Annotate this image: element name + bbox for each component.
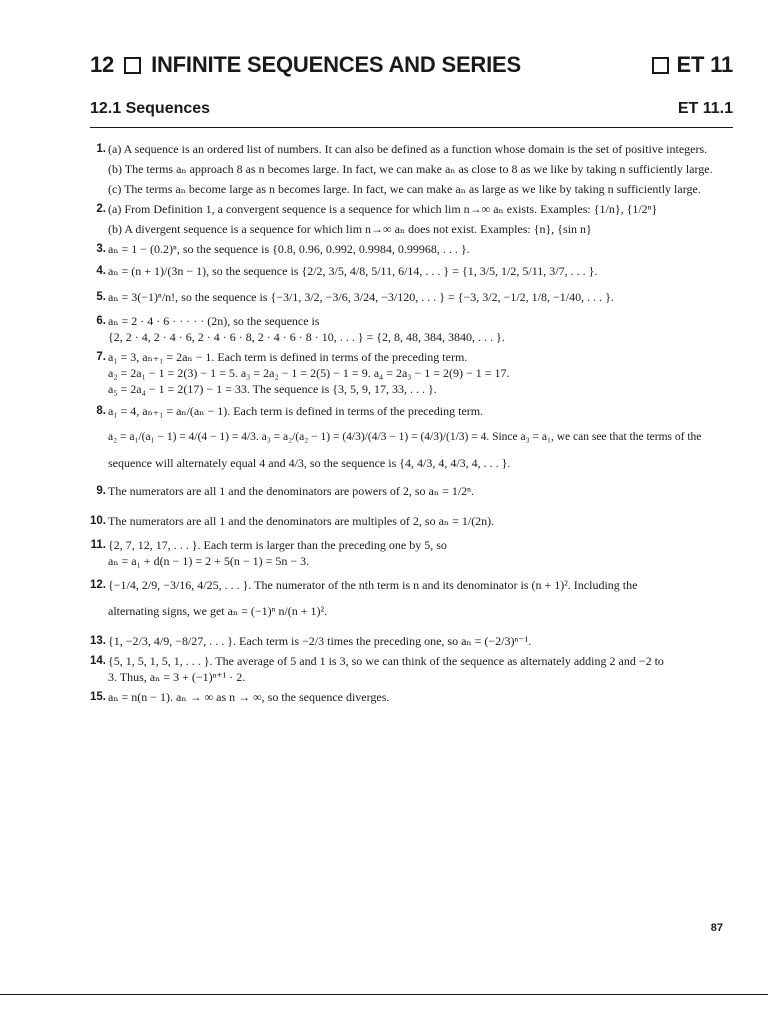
section-et-label: ET 11.1 bbox=[677, 100, 733, 117]
section-title: 12.1 Sequences bbox=[90, 100, 211, 117]
exercise-text: aₙ = (n + 1)/(3n − 1), so the sequence is {2/2, 3/5, 4/8, 5/11, 6/14, . . . } = {1, 3/5, 1/2, 5/11, 3/7, . . . }. bbox=[108, 264, 598, 278]
exercise-part: (a) A sequence is an ordered list of numbers. It can also be defined as a function whose domain is the set of positive integers. bbox=[108, 142, 708, 156]
exercise-number: 10. bbox=[90, 515, 106, 527]
exercise-number: 7. bbox=[96, 351, 106, 363]
square-icon bbox=[124, 57, 141, 74]
exercise-text: {5, 1, 5, 1, 5, 1, . . . }. The average of 5 and 1 is 3, so we can think of the sequence as alternately adding 2 and −2 to bbox=[108, 654, 664, 668]
exercise-number: 15. bbox=[90, 691, 106, 703]
square-icon bbox=[652, 57, 669, 74]
exercise-12 bbox=[90, 577, 730, 619]
exercise-10 bbox=[90, 513, 730, 529]
section-header bbox=[90, 100, 733, 124]
exercise-3 bbox=[90, 241, 730, 257]
exercise-text: {−1/4, 2/9, −3/16, 4/25, . . . }. The numerator of the nth term is n and its denominator is (n + 1)². Including the bbox=[108, 578, 638, 592]
exercise-11 bbox=[90, 537, 730, 569]
exercise-number: 11. bbox=[90, 539, 106, 551]
exercise-text: alternating signs, we get aₙ = (−1)ⁿ n/(n + 1)². bbox=[108, 604, 328, 618]
exercise-number: 2. bbox=[96, 203, 106, 215]
exercise-15 bbox=[90, 689, 730, 705]
exercise-text: aₙ = 1 − (0.2)ⁿ, so the sequence is {0.8, 0.96, 0.992, 0.9984, 0.99968, . . . }. bbox=[108, 242, 470, 256]
exercise-text: sequence will alternately equal 4 and 4/3, so the sequence is {4, 4/3, 4, 4/3, 4, . . . }. bbox=[108, 456, 511, 470]
exercise-9 bbox=[90, 483, 730, 499]
exercise-number: 9. bbox=[96, 485, 106, 497]
exercise-text: {2, 2 · 4, 2 · 4 · 6, 2 · 4 · 6 · 8, 2 · 4 · 6 · 8 · 10, . . . } = {2, 8, 48, 384, 3840, . . . }. bbox=[108, 330, 505, 344]
exercise-number: 14. bbox=[90, 655, 106, 667]
exercise-1 bbox=[90, 141, 730, 197]
exercise-6 bbox=[90, 313, 730, 345]
exercise-text: aₙ = n(n − 1). aₙ → ∞ as n → ∞, so the sequence diverges. bbox=[108, 690, 390, 704]
exercise-5 bbox=[90, 289, 730, 305]
exercise-part: (b) The terms aₙ approach 8 as n becomes large. In fact, we can make aₙ as close to 8 as we like by taking n sufficiently large. bbox=[108, 162, 713, 176]
exercise-number: 6. bbox=[96, 315, 106, 327]
exercise-number: 3. bbox=[96, 243, 106, 255]
exercise-text: aₙ = 3(−1)ⁿ/n!, so the sequence is {−3/1, 3/2, −3/6, 3/24, −3/120, . . . } = {−3, 3/2, −1/2, 1/8, −1/40, . . . }. bbox=[108, 290, 614, 304]
exercise-number: 8. bbox=[96, 405, 106, 417]
chapter-number: 12 bbox=[90, 52, 115, 77]
exercise-text: {2, 7, 12, 17, . . . }. Each term is larger than the preceding one by 5, so bbox=[108, 538, 447, 552]
exercise-text: a₅ = 2a₄ − 1 = 2(17) − 1 = 33. The sequence is {3, 5, 9, 17, 33, . . . }. bbox=[108, 382, 437, 396]
exercise-7 bbox=[90, 349, 730, 397]
exercise-text: The numerators are all 1 and the denominators are powers of 2, so aₙ = 1/2ⁿ. bbox=[108, 484, 474, 498]
exercise-part: (b) A divergent sequence is a sequence for which lim n→∞ aₙ does not exist. Examples: {n}, {sin n} bbox=[108, 222, 592, 236]
exercise-text: a₂ = a₁/(a₁ − 1) = 4/(4 − 1) = 4/3. a₃ = a₂/(a₂ − 1) = (4/3)/(4/3 − 1) = (4/3)/(1/3) = 4. Since a₃ = a₁, we can see that the terms of the bbox=[108, 431, 702, 443]
exercise-14 bbox=[90, 653, 730, 685]
exercise-text: aₙ = a₁ + d(n − 1) = 2 + 5(n − 1) = 5n − 3. bbox=[108, 554, 310, 568]
exercise-4 bbox=[90, 263, 730, 279]
exercise-8 bbox=[90, 403, 730, 471]
exercise-13 bbox=[90, 633, 730, 649]
exercise-number: 12. bbox=[90, 579, 106, 591]
exercise-text: The numerators are all 1 and the denominators are multiples of 2, so aₙ = 1/(2n). bbox=[108, 514, 495, 528]
header-rule bbox=[90, 127, 733, 128]
chapter-header bbox=[90, 52, 733, 88]
exercise-text: a₁ = 3, aₙ₊₁ = 2aₙ − 1. Each term is defined in terms of the preceding term. bbox=[108, 350, 468, 364]
exercise-text: 3. Thus, aₙ = 3 + (−1)ⁿ⁺¹ · 2. bbox=[108, 670, 246, 684]
exercise-text: a₂ = 2a₁ − 1 = 2(3) − 1 = 5. a₃ = 2a₂ − 1 = 2(5) − 1 = 9. a₄ = 2a₃ − 1 = 2(9) − 1 = 17. bbox=[108, 366, 510, 380]
exercise-number: 5. bbox=[96, 291, 106, 303]
exercise-text: aₙ = 2 · 4 · 6 · · · · · (2n), so the sequence is bbox=[108, 314, 320, 328]
exercise-part: (c) The terms aₙ become large as n becomes large. In fact, we can make aₙ as large as we like by taking n sufficiently large. bbox=[108, 182, 701, 196]
exercise-part: (a) From Definition 1, a convergent sequence is a sequence for which lim n→∞ aₙ exists. Examples: {1/n}, {1/2ⁿ} bbox=[108, 202, 658, 216]
exercise-2 bbox=[90, 201, 730, 237]
page-number: 87 bbox=[710, 922, 723, 934]
exercise-number: 4. bbox=[96, 265, 106, 277]
solutions-list bbox=[90, 141, 730, 709]
et-label: ET 11 bbox=[676, 52, 733, 77]
chapter-title: INFINITE SEQUENCES AND SERIES bbox=[151, 52, 521, 77]
exercise-number: 13. bbox=[90, 635, 106, 647]
footer-rule bbox=[0, 994, 768, 995]
exercise-text: {1, −2/3, 4/9, −8/27, . . . }. Each term is −2/3 times the preceding one, so aₙ = (−2/3)ⁿ⁻¹. bbox=[108, 634, 532, 648]
exercise-text: a₁ = 4, aₙ₊₁ = aₙ/(aₙ − 1). Each term is defined in terms of the preceding term. bbox=[108, 404, 484, 418]
exercise-number: 1. bbox=[96, 143, 106, 155]
